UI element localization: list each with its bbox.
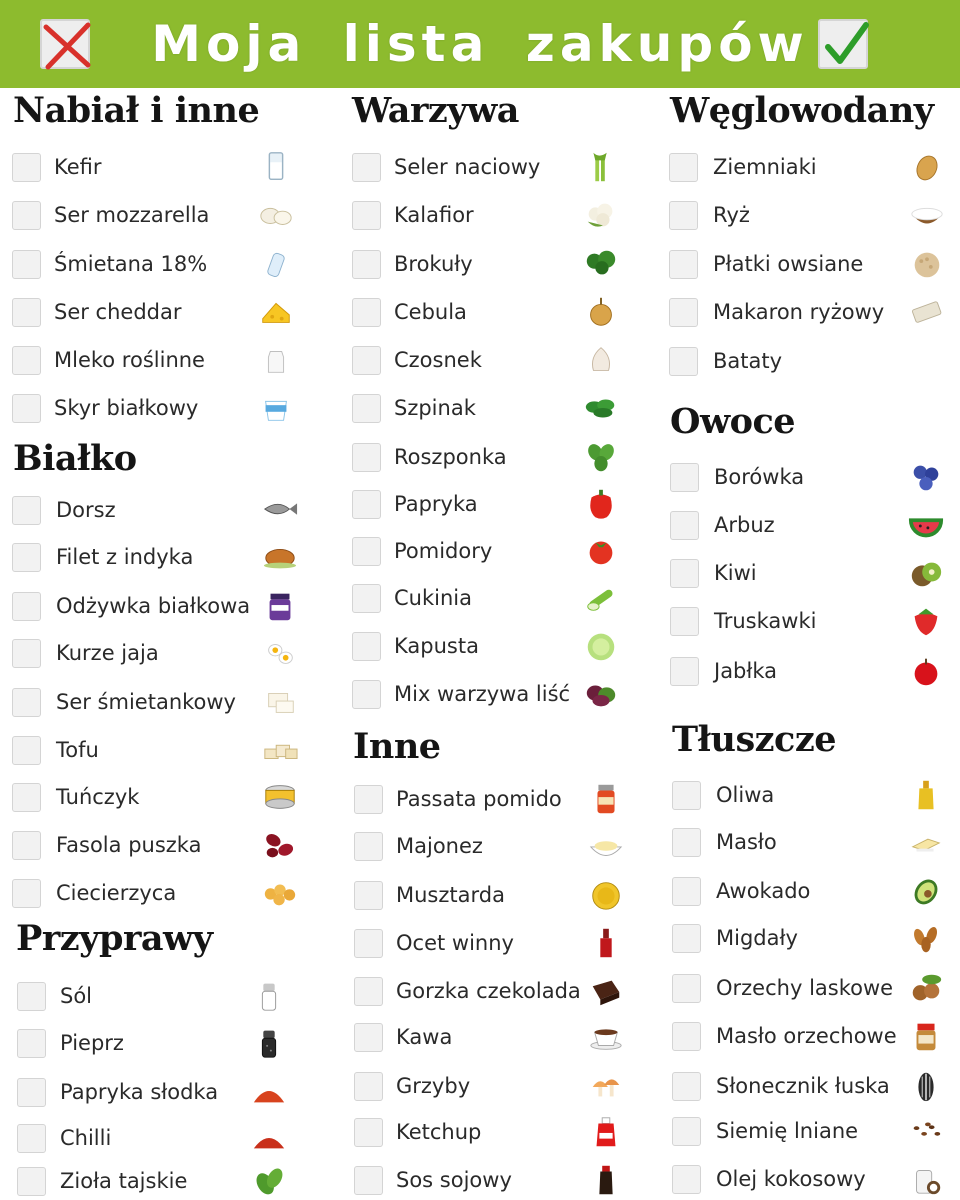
item-label: Papryka słodka (60, 1080, 219, 1104)
item-checkbox[interactable] (354, 1166, 383, 1195)
item-checkbox[interactable] (352, 632, 381, 661)
item-label: Ser śmietankowy (56, 690, 236, 714)
broccoli-icon (580, 245, 622, 283)
tuna-can-icon (259, 778, 301, 816)
item-label: Ciecierzyca (56, 881, 177, 905)
potato-icon (906, 148, 948, 186)
list-item (17, 1075, 218, 1109)
item-checkbox[interactable] (669, 201, 698, 230)
item-checkbox[interactable] (670, 559, 699, 588)
list-item (12, 876, 176, 910)
list-item (352, 440, 507, 474)
list-item (670, 654, 777, 688)
item-label: Czosnek (394, 348, 482, 372)
item-label: Kawa (396, 1025, 453, 1049)
list-item (669, 344, 782, 378)
tofu-icon (259, 731, 301, 769)
item-checkbox[interactable] (669, 250, 698, 279)
soy-sauce-icon (585, 1161, 627, 1199)
item-checkbox[interactable] (352, 490, 381, 519)
list-item (17, 1164, 187, 1198)
tomato-icon (580, 532, 622, 570)
item-label: Bataty (713, 349, 783, 373)
item-checkbox[interactable] (12, 879, 41, 908)
list-item (17, 1026, 124, 1060)
list-item (12, 828, 201, 862)
item-label: Oliwa (716, 783, 775, 807)
item-label: Jabłka (714, 659, 778, 683)
header-banner (0, 0, 960, 88)
item-label: Sos sojowy (396, 1168, 512, 1192)
flaxseed-icon (905, 1112, 947, 1150)
item-label: Tuńczyk (56, 785, 140, 809)
item-label: Śmietana 18% (54, 252, 208, 276)
avocado-icon (905, 872, 947, 910)
passata-jar-icon (585, 780, 627, 818)
salt-shaker-icon (248, 977, 290, 1015)
item-label: Odżywka białkowa (56, 594, 251, 618)
item-checkbox[interactable] (670, 463, 699, 492)
item-label: Fasola puszka (56, 833, 202, 857)
list-item (12, 733, 99, 767)
item-checkbox[interactable] (352, 394, 381, 423)
item-label: Ser mozzarella (54, 203, 210, 227)
item-checkbox[interactable] (352, 201, 381, 230)
item-checkbox[interactable] (12, 298, 41, 327)
red-x-checkbox-icon (40, 19, 90, 69)
list-item (354, 1163, 512, 1197)
item-label: Masło (716, 830, 777, 854)
chickpeas-icon (259, 874, 301, 912)
item-checkbox[interactable] (352, 153, 381, 182)
list-item (12, 295, 182, 329)
list-item (352, 198, 474, 232)
item-checkbox[interactable] (17, 1167, 46, 1196)
item-checkbox[interactable] (354, 881, 383, 910)
chocolate-icon (585, 972, 627, 1010)
item-checkbox[interactable] (352, 680, 381, 709)
list-item (352, 295, 467, 329)
green-check-checkbox-icon (818, 19, 868, 69)
paprika-powder-icon (248, 1073, 290, 1111)
rice-noodles-icon (906, 293, 948, 331)
mayonnaise-bowl-icon (585, 827, 627, 865)
hazelnuts-icon (905, 969, 947, 1007)
item-checkbox[interactable] (352, 298, 381, 327)
cheese-icon (255, 293, 297, 331)
item-checkbox[interactable] (672, 1117, 701, 1146)
item-checkbox[interactable] (352, 346, 381, 375)
item-label: Siemię lniane (716, 1119, 859, 1143)
list-item (672, 874, 810, 908)
chilli-powder-icon (248, 1119, 290, 1157)
item-checkbox[interactable] (672, 781, 701, 810)
item-checkbox[interactable] (670, 657, 699, 686)
item-checkbox[interactable] (354, 785, 383, 814)
item-label: Masło orzechowe (716, 1024, 897, 1048)
item-checkbox[interactable] (17, 982, 46, 1011)
item-label: Cebula (394, 300, 467, 324)
list-item (12, 493, 116, 527)
cauliflower-icon (580, 196, 622, 234)
list-item (12, 685, 236, 719)
section-title-bialko: Białko (13, 438, 137, 479)
list-item (672, 971, 893, 1005)
item-checkbox[interactable] (672, 924, 701, 953)
cabbage-icon (580, 627, 622, 665)
item-checkbox[interactable] (672, 974, 701, 1003)
section-title-przyprawy: Przyprawy (16, 918, 213, 959)
section-title-owoce: Owoce (670, 401, 796, 442)
spinach-icon (580, 389, 622, 427)
item-checkbox[interactable] (672, 1022, 701, 1051)
item-label: Cukinia (394, 586, 472, 610)
item-checkbox[interactable] (354, 832, 383, 861)
ketchup-bottle-icon (585, 1113, 627, 1151)
item-label: Migdały (716, 926, 798, 950)
item-label: Awokado (716, 879, 811, 903)
list-item (12, 150, 102, 184)
item-label: Gorzka czekolada (396, 979, 581, 1003)
item-label: Ketchup (396, 1120, 482, 1144)
onion-icon (580, 293, 622, 331)
item-label: Szpinak (394, 396, 476, 420)
blueberries-icon (905, 458, 947, 496)
item-checkbox[interactable] (354, 1118, 383, 1147)
item-checkbox[interactable] (672, 1072, 701, 1101)
list-item (669, 198, 750, 232)
bell-pepper-icon (580, 485, 622, 523)
item-checkbox[interactable] (669, 298, 698, 327)
section-title-tluszcze: Tłuszcze (672, 719, 836, 760)
item-label: Seler naciowy (394, 155, 541, 179)
item-label: Skyr białkowy (54, 396, 199, 420)
list-item (670, 604, 816, 638)
item-label: Słonecznik łuska (716, 1074, 890, 1098)
list-item (12, 780, 139, 814)
list-item (672, 921, 798, 955)
item-checkbox[interactable] (12, 543, 41, 572)
cream-cheese-icon (259, 683, 301, 721)
item-label: Kalafior (394, 203, 474, 227)
item-label: Kapusta (394, 634, 479, 658)
item-label: Kurze jaja (56, 641, 159, 665)
list-item (352, 581, 472, 615)
list-item (354, 1020, 452, 1054)
item-label: Ziemniaki (713, 155, 817, 179)
kefir-glass-icon (255, 148, 297, 186)
column-3 (660, 88, 960, 1200)
item-checkbox[interactable] (669, 153, 698, 182)
watermelon-icon (905, 506, 947, 544)
item-label: Kiwi (714, 561, 757, 585)
item-checkbox[interactable] (672, 1165, 701, 1194)
roast-turkey-icon (259, 538, 301, 576)
list-item (352, 487, 478, 521)
item-label: Truskawki (714, 609, 817, 633)
item-label: Filet z indyka (56, 545, 194, 569)
coconut-oil-icon (905, 1160, 947, 1198)
item-checkbox[interactable] (12, 153, 41, 182)
item-label: Roszponka (394, 445, 507, 469)
column-2 (340, 88, 660, 1200)
list-item (669, 295, 884, 329)
item-label: Musztarda (396, 883, 505, 907)
list-item (672, 778, 774, 812)
list-item (354, 829, 483, 863)
mustard-icon (585, 876, 627, 914)
item-checkbox[interactable] (12, 250, 41, 279)
list-item (12, 343, 205, 377)
item-label: Papryka (394, 492, 478, 516)
list-item (12, 391, 198, 425)
item-checkbox[interactable] (12, 688, 41, 717)
item-label: Kefir (54, 155, 102, 179)
list-item (12, 247, 207, 281)
item-label: Sól (60, 984, 93, 1008)
list-item (669, 247, 863, 281)
list-item (12, 589, 250, 623)
item-label: Mix warzywa liść (394, 682, 571, 706)
item-checkbox[interactable] (17, 1124, 46, 1153)
list-item (352, 247, 473, 281)
list-item (354, 926, 514, 960)
oats-icon (906, 245, 948, 283)
butter-icon (905, 823, 947, 861)
strawberry-icon (905, 602, 947, 640)
kiwi-icon (905, 554, 947, 592)
list-item (354, 1069, 470, 1103)
item-checkbox[interactable] (12, 736, 41, 765)
item-label: Olej kokosowy (716, 1167, 866, 1191)
list-item (354, 878, 505, 912)
item-checkbox[interactable] (352, 443, 381, 472)
list-item (352, 391, 476, 425)
cream-bottle-icon (255, 245, 297, 283)
list-item (12, 636, 159, 670)
item-checkbox[interactable] (12, 831, 41, 860)
item-checkbox[interactable] (354, 1072, 383, 1101)
item-label: Dorsz (56, 498, 116, 522)
list-item (354, 782, 562, 816)
item-checkbox[interactable] (12, 394, 41, 423)
section-title-warzywa: Warzywa (352, 90, 519, 131)
mushrooms-icon (585, 1067, 627, 1105)
list-item (354, 1115, 481, 1149)
list-item (354, 974, 581, 1008)
item-label: Chilli (60, 1126, 112, 1150)
rice-bowl-icon (906, 196, 948, 234)
leafy-mix-icon (580, 675, 622, 713)
item-label: Tofu (56, 738, 99, 762)
item-checkbox[interactable] (12, 496, 41, 525)
list-item (669, 150, 817, 184)
list-item (670, 460, 804, 494)
item-label: Brokuły (394, 252, 473, 276)
item-checkbox[interactable] (354, 977, 383, 1006)
vinegar-bottle-icon (585, 924, 627, 962)
item-label: Pieprz (60, 1031, 124, 1055)
item-checkbox[interactable] (670, 511, 699, 540)
item-checkbox[interactable] (672, 828, 701, 857)
list-item (12, 540, 193, 574)
item-label: Płatki owsiane (713, 252, 864, 276)
coffee-cup-icon (585, 1018, 627, 1056)
list-item (17, 979, 92, 1013)
item-checkbox[interactable] (12, 639, 41, 668)
almonds-icon (905, 919, 947, 957)
item-label: Makaron ryżowy (713, 300, 885, 324)
page-title: Moja lista zakupów (151, 15, 809, 73)
protein-jar-icon (259, 587, 301, 625)
yogurt-cup-icon (255, 389, 297, 427)
list-item (670, 508, 775, 542)
zucchini-icon (580, 579, 622, 617)
item-checkbox[interactable] (352, 584, 381, 613)
item-checkbox[interactable] (354, 1023, 383, 1052)
apple-icon (905, 652, 947, 690)
olive-oil-icon (905, 776, 947, 814)
sunflower-seed-icon (905, 1067, 947, 1105)
beans-icon (259, 826, 301, 864)
item-label: Mleko roślinne (54, 348, 205, 372)
eggs-icon (259, 634, 301, 672)
item-checkbox[interactable] (352, 537, 381, 566)
item-checkbox[interactable] (672, 877, 701, 906)
item-label: Majonez (396, 834, 483, 858)
section-title-inne: Inne (353, 726, 441, 767)
item-label: Ser cheddar (54, 300, 182, 324)
item-checkbox[interactable] (12, 592, 41, 621)
list-item (672, 1162, 866, 1196)
list-item (672, 1114, 858, 1148)
item-label: Orzechy laskowe (716, 976, 894, 1000)
item-checkbox[interactable] (12, 201, 41, 230)
herbs-icon (248, 1162, 290, 1200)
column-1 (0, 88, 335, 1200)
item-checkbox[interactable] (669, 347, 698, 376)
item-checkbox[interactable] (670, 607, 699, 636)
item-checkbox[interactable] (354, 929, 383, 958)
lambs-lettuce-icon (580, 438, 622, 476)
list-item (352, 534, 492, 568)
milk-carton-icon (255, 341, 297, 379)
section-title-weglowodany: Węglowodany (670, 90, 934, 131)
mozzarella-icon (255, 196, 297, 234)
list-item (12, 198, 209, 232)
list-item (352, 150, 540, 184)
item-label: Zioła tajskie (60, 1169, 188, 1193)
fish-icon (259, 491, 301, 529)
list-item (352, 629, 479, 663)
section-title-nabial: Nabiał i inne (13, 90, 260, 131)
list-item (672, 1069, 890, 1103)
list-item (352, 677, 570, 711)
item-label: Borówka (714, 465, 805, 489)
item-label: Pomidory (394, 539, 493, 563)
item-label: Passata pomido (396, 787, 562, 811)
celery-icon (580, 148, 622, 186)
list-item (670, 556, 757, 590)
item-checkbox[interactable] (12, 346, 41, 375)
item-label: Ocet winny (396, 931, 514, 955)
item-checkbox[interactable] (17, 1029, 46, 1058)
item-label: Grzyby (396, 1074, 471, 1098)
item-checkbox[interactable] (17, 1078, 46, 1107)
item-label: Ryż (713, 203, 750, 227)
garlic-icon (580, 341, 622, 379)
item-checkbox[interactable] (352, 250, 381, 279)
list-item (17, 1121, 111, 1155)
list-item (672, 825, 777, 859)
pepper-grinder-icon (248, 1024, 290, 1062)
list-item (672, 1019, 897, 1053)
peanut-butter-icon (905, 1017, 947, 1055)
item-label: Arbuz (714, 513, 775, 537)
item-checkbox[interactable] (12, 783, 41, 812)
list-item (352, 343, 482, 377)
